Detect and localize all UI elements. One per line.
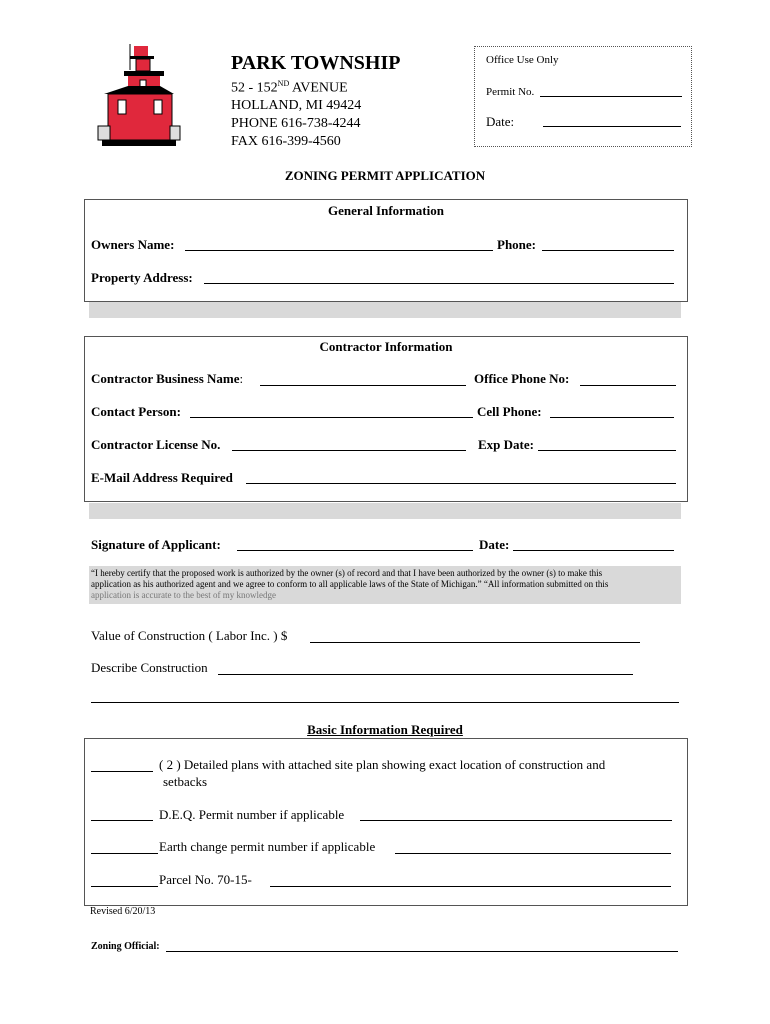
- deq-check-field[interactable]: [91, 820, 153, 821]
- office-phone-field[interactable]: [580, 385, 676, 386]
- parcel-no-label: Parcel No. 70-15-: [159, 872, 252, 887]
- basic-info-heading: Basic Information Required: [307, 722, 463, 737]
- revised-date: Revised 6/20/13: [90, 906, 156, 917]
- zoning-official-label: Zoning Official:: [91, 941, 160, 952]
- general-info-band: [89, 302, 681, 318]
- contractor-info-band: [89, 503, 681, 519]
- office-use-title: Office Use Only: [486, 54, 559, 66]
- certification-text: “I hereby certify that the proposed work is authorized by the owner (s) of record and that I have been authorized by the owner (s) to make this application as his authorized agent and we agree to conform to all applicable laws of the State of Michigan.” “All information submitted on this application is accurate to the best of my knowledge: [91, 568, 609, 600]
- office-date-label: Date:: [486, 114, 515, 129]
- describe-construction-field-2[interactable]: [91, 702, 679, 703]
- plans-check-field[interactable]: [91, 771, 153, 772]
- general-info-heading: General Information: [328, 203, 444, 218]
- describe-construction-label: Describe Construction: [91, 660, 208, 675]
- address-line: 52 - 152ND AVENUE: [231, 79, 348, 96]
- cell-phone-label: Cell Phone:: [477, 404, 542, 419]
- phone-line: PHONE 616-738-4244: [231, 116, 361, 131]
- cell-phone-field[interactable]: [550, 417, 674, 418]
- owners-name-label: Owners Name:: [91, 237, 175, 252]
- signature-label: Signature of Applicant:: [91, 537, 221, 552]
- office-date-field[interactable]: [543, 126, 681, 127]
- earth-check-field[interactable]: [91, 853, 158, 854]
- license-label: Contractor License No.: [91, 437, 221, 452]
- signature-date-label: Date:: [479, 537, 510, 552]
- deq-permit-field[interactable]: [360, 820, 672, 821]
- license-field[interactable]: [232, 450, 466, 451]
- email-label: E-Mail Address Required: [91, 470, 233, 485]
- permit-no-field[interactable]: [540, 96, 682, 97]
- earth-change-field[interactable]: [395, 853, 671, 854]
- owners-name-field[interactable]: [185, 250, 493, 251]
- value-construction-field[interactable]: [310, 642, 640, 643]
- business-name-field[interactable]: [260, 385, 466, 386]
- value-construction-label: Value of Construction ( Labor Inc. ) $: [91, 628, 288, 643]
- property-address-field[interactable]: [204, 283, 674, 284]
- parcel-no-field[interactable]: [270, 886, 671, 887]
- earth-change-label: Earth change permit number if applicable: [159, 839, 376, 854]
- lighthouse-logo: [84, 42, 184, 152]
- exp-date-label: Exp Date:: [478, 437, 534, 452]
- business-name-label: Contractor Business Name:: [91, 371, 244, 386]
- signature-field[interactable]: [237, 550, 473, 551]
- township-name: PARK TOWNSHIP: [231, 52, 401, 74]
- email-field[interactable]: [246, 483, 676, 484]
- property-address-label: Property Address:: [91, 270, 193, 285]
- deq-permit-label: D.E.Q. Permit number if applicable: [159, 807, 345, 822]
- exp-date-field[interactable]: [538, 450, 676, 451]
- describe-construction-field[interactable]: [218, 674, 633, 675]
- plans-item-label: ( 2 ) Detailed plans with attached site plan showing exact location of construction and: [159, 757, 606, 772]
- office-phone-label: Office Phone No:: [474, 371, 570, 386]
- fax-line: FAX 616-399-4560: [231, 134, 341, 149]
- form-title: ZONING PERMIT APPLICATION: [284, 168, 486, 183]
- contact-person-field[interactable]: [190, 417, 473, 418]
- permit-no-label: Permit No.: [486, 86, 535, 98]
- city-line: HOLLAND, MI 49424: [231, 98, 362, 113]
- contact-person-label: Contact Person:: [91, 404, 181, 419]
- owner-phone-label: Phone:: [497, 237, 536, 252]
- contractor-info-heading: Contractor Information: [319, 339, 453, 354]
- signature-date-field[interactable]: [513, 550, 674, 551]
- parcel-check-field[interactable]: [91, 886, 158, 887]
- owner-phone-field[interactable]: [542, 250, 674, 251]
- plans-item-label-2: setbacks: [163, 774, 208, 789]
- zoning-official-field[interactable]: [166, 951, 678, 952]
